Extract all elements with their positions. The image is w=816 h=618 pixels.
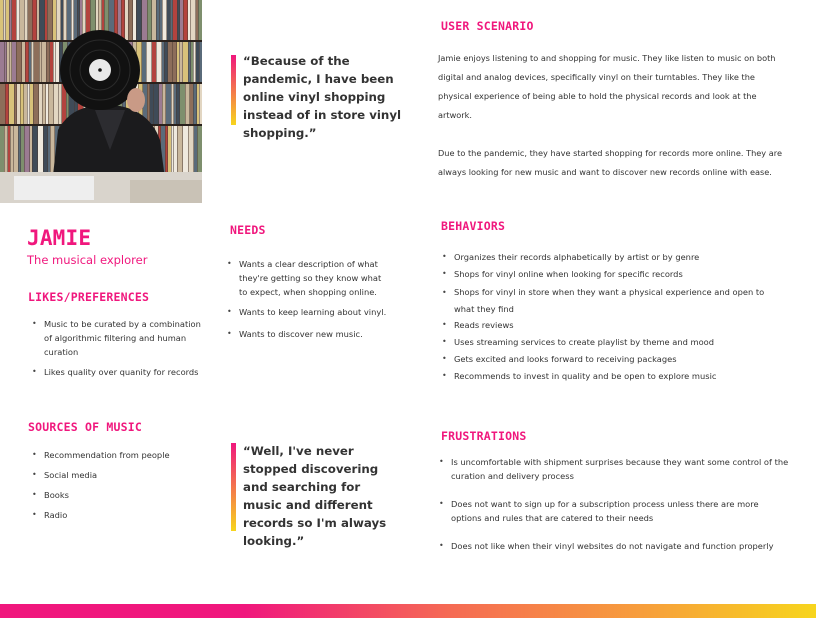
list-item: • Books xyxy=(32,488,212,502)
sources-heading: SOURCES OF MUSIC xyxy=(28,420,142,434)
list-item: • Does not like when their vinyl websites do not navigate and function properly xyxy=(439,539,789,553)
sources-list xyxy=(32,448,212,522)
list-item: • Wants a clear description of what they're getting so they know what to expect, when shopping online. xyxy=(227,257,387,299)
behaviors-list xyxy=(442,250,782,383)
user-scenario-paragraph-1: Jamie enjoys listening to and shopping for music. They like listen to music on both digital and analog devices, specifically vinyl on their turntables. They like the physical experience of being able to hold the physical records and look at the artwork. xyxy=(438,53,776,120)
list-item: • Is uncomfortable with shipment surprises because they want some control of the curation and delivery process xyxy=(439,455,789,483)
list-item: • Likes quality over quanity for records xyxy=(32,365,202,379)
persona-name: JAMIE xyxy=(27,226,92,250)
behaviors-heading: BEHAVIORS xyxy=(441,219,506,233)
frustrations-list xyxy=(439,455,789,553)
persona-photo xyxy=(0,0,202,203)
list-item: • Shops for vinyl in store when they want a physical experience and open to what they find xyxy=(442,284,782,318)
quote-accent-bar xyxy=(231,55,236,125)
needs-heading: NEEDS xyxy=(230,223,266,237)
likes-heading: LIKES/PREFERENCES xyxy=(28,290,150,304)
quote-bottom: “Well, I've never stopped discovering and searching for music and different records so I'm always looking.” xyxy=(243,444,387,548)
list-item: • Organizes their records alphabetically by artist or by genre xyxy=(442,250,782,264)
list-item: • Gets excited and looks forward to receiving packages xyxy=(442,352,782,366)
list-item: • Social media xyxy=(32,468,212,482)
likes-list xyxy=(32,317,202,379)
list-item: • Radio xyxy=(32,508,212,522)
list-item: • Uses streaming services to create playlist by theme and mood xyxy=(442,335,782,349)
list-item: • Wants to discover new music. xyxy=(227,327,387,341)
footer-gradient-bar xyxy=(0,604,816,618)
list-item: • Music to be curated by a combination of algorithmic filtering and human curation xyxy=(32,317,202,359)
needs-list xyxy=(227,257,387,341)
list-item: • Reads reviews xyxy=(442,318,782,332)
persona-photo-illustration xyxy=(0,0,202,203)
list-item: • Shops for vinyl online when looking for specific records xyxy=(442,267,782,281)
list-item: • Recommends to invest in quality and be open to explore music xyxy=(442,369,782,383)
quote-accent-bar xyxy=(231,443,236,531)
persona-subtitle: The musical explorer xyxy=(27,253,148,267)
list-item: • Recommendation from people xyxy=(32,448,212,462)
frustrations-heading: FRUSTRATIONS xyxy=(441,429,527,443)
user-scenario-paragraph-2: Due to the pandemic, they have started shopping for records more online. They are always looking for new music and want to discover new records online with ease. xyxy=(438,148,782,177)
quote-top: “Because of the pandemic, I have been online vinyl shopping instead of in store vinyl shopping.” xyxy=(243,54,402,140)
list-item: • Does not want to sign up for a subscription process unless there are more options and rules that are catered to their needs xyxy=(439,497,789,525)
user-scenario-heading: USER SCENARIO xyxy=(441,19,534,33)
list-item: • Wants to keep learning about vinyl. xyxy=(227,305,387,319)
